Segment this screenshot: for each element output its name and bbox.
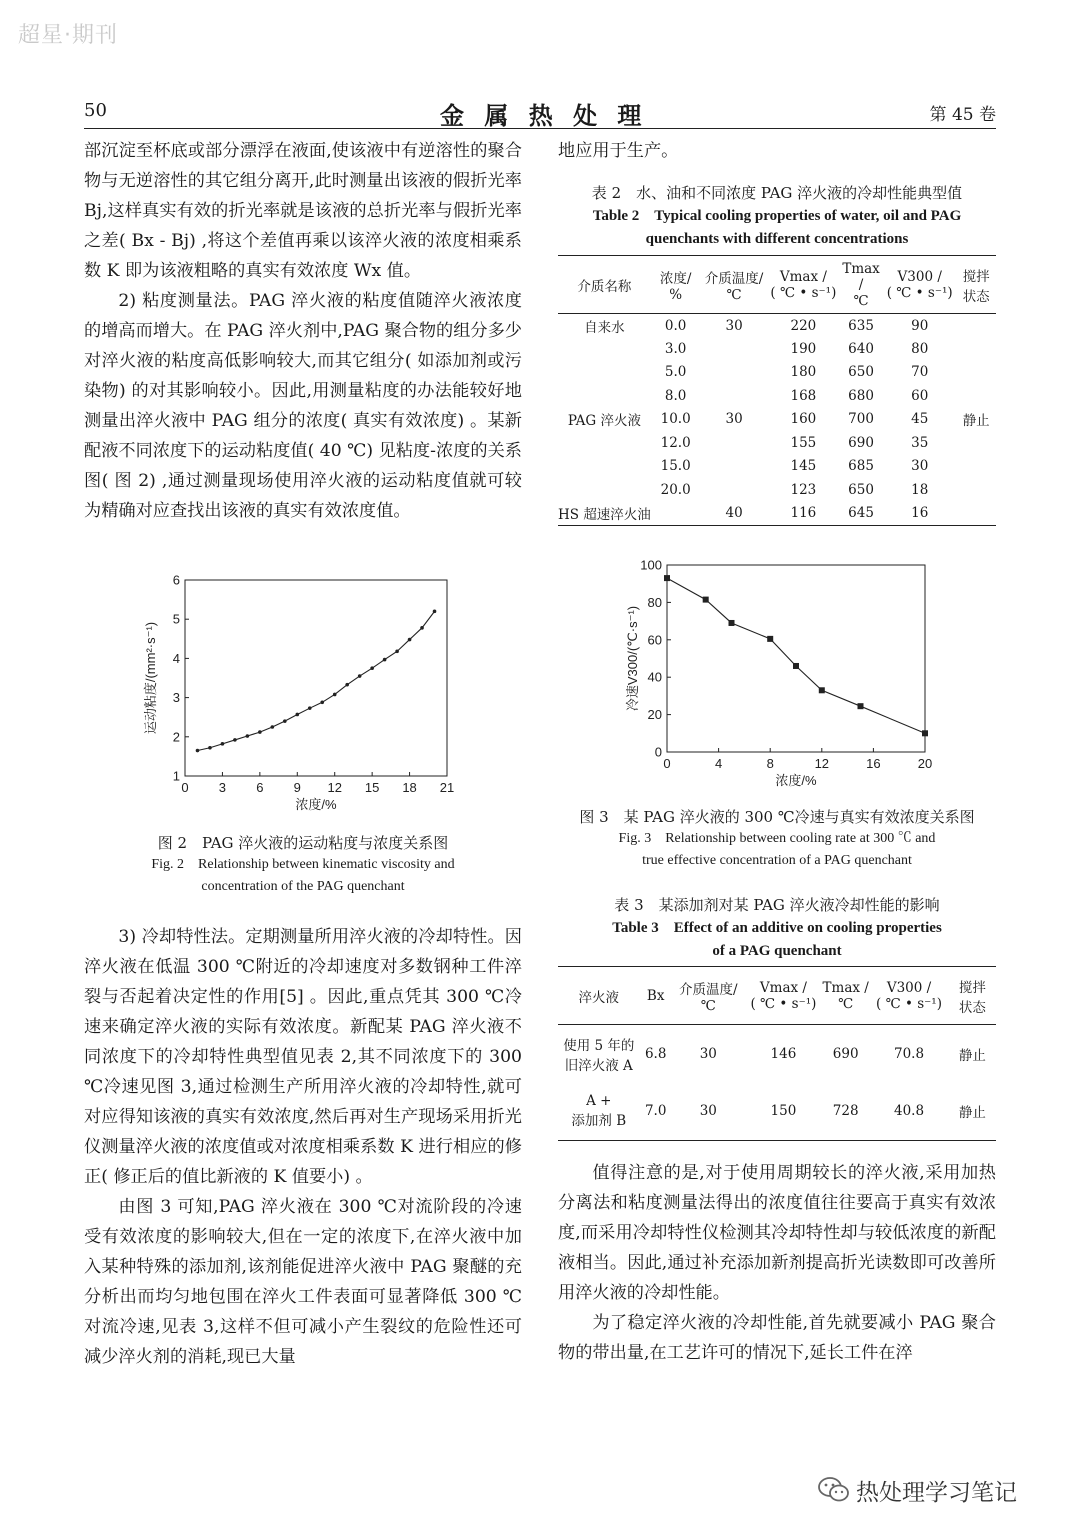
series-line: [197, 611, 434, 750]
data-point: [258, 730, 262, 734]
x-tick-label: 6: [256, 780, 264, 795]
y-tick-label: 5: [172, 611, 180, 627]
fig3-chart: [612, 552, 942, 792]
t3-cell-name: 使用 5 年的 旧淬火液 A: [563, 1037, 635, 1074]
t2-cell-conc: 12.0: [660, 434, 691, 451]
wechat-icon: [818, 1476, 850, 1504]
data-point: [295, 713, 299, 717]
y-tick-label: 80: [647, 594, 662, 610]
x-tick-label: 16: [866, 756, 881, 771]
t2-cell-conc: 15.0: [660, 458, 691, 475]
data-point: [233, 738, 237, 742]
table3-caption-en-1: Table 3 Effect of an additive on cooling properties: [612, 920, 942, 936]
t2-cell-v300: 18: [911, 481, 929, 498]
t2-cell-temp: 30: [725, 317, 743, 334]
y-tick-label: 0: [654, 744, 662, 760]
table2-caption-en-2: quenchants with different concentrations: [645, 231, 909, 247]
t2-cell-v300: 60: [911, 387, 929, 404]
right-column-top: [558, 136, 996, 166]
t2-cell-tmax: 640: [848, 340, 874, 357]
t3-header-state: 搅拌 状态: [958, 979, 986, 1016]
t2-cell-v300: 80: [911, 340, 929, 357]
fig3-caption-en-1: Fig. 3 Relationship between cooling rate at 300 ℃ and: [618, 831, 936, 846]
t3-cell-name: A + 添加剂 B: [571, 1093, 627, 1130]
data-point: [246, 734, 250, 738]
data-point: [729, 620, 735, 626]
t3-cell-tmax: 690: [832, 1045, 859, 1062]
t2-cell-v300: 70: [911, 364, 929, 381]
table3-caption-en-2: of a PAG quenchant: [712, 943, 842, 959]
t3-cell-state: 静止: [958, 1105, 986, 1122]
t2-cell-v300: 16: [911, 505, 929, 521]
data-point: [383, 658, 387, 662]
t2-cell-conc: 3.0: [664, 340, 687, 357]
x-tick-label: 18: [402, 780, 417, 795]
t2-header-v300: V300 / ( ℃ • s⁻¹): [886, 268, 953, 301]
t2-cell-vmax: 116: [790, 505, 817, 521]
t2-cell-conc: 0.0: [664, 317, 687, 334]
fig2-caption-en-2: concentration of the PAG quenchant: [201, 879, 405, 894]
right-paragraph-3: 为了稳定淬火液的冷却性能,首先就要减小 PAG 聚合物的带出量,在工艺许可的情况下,延长工件在淬: [558, 1313, 996, 1363]
t3-header-temp: 介质温度/ ℃: [679, 981, 738, 1014]
t3-cell-v300: 70.8: [893, 1045, 925, 1062]
right-paragraph-2: 值得注意的是,对于使用周期较长的淬火液,采用加热分离法和粘度测量法得出的浓度值往往要高于真实有效浓度,而采用冷却特性仪检测其冷却特性却与较低浓度的新配液相当。因此,通过补充添加新剂提高折光读数即可改善所用淬火液的冷却性能。: [558, 1163, 996, 1303]
t3-cell-vmax: 146: [770, 1045, 797, 1062]
t3-header-v300: V300 / ( ℃ • s⁻¹): [876, 979, 942, 1012]
x-tick-label: 4: [714, 756, 723, 771]
t2-cell-tmax: 650: [848, 481, 874, 498]
x-tick-label: 21: [439, 780, 455, 795]
left-paragraph-4: 由图 3 可知,PAG 淬火液在 300 ℃对流阶段的冷速受有效浓度的影响较大,但在一定的浓度下,在淬火液中加入某种特殊的添加剂,该剂能促进淬火液中 PAG 聚醚的充分析出而均匀地包围在淬火工件表面可显著降低 300 ℃对流冷速,见表 3,这样不但可减小产生裂纹的危险性还可减少淬火剂的消耗,现已大量: [84, 1197, 522, 1367]
fig3-caption-en-2: true effective concentration of a PAG quenchant: [642, 853, 912, 868]
fig2-caption-en-1: Fig. 2 Relationship between kinematic viscosity and: [151, 857, 455, 872]
data-point: [196, 749, 200, 753]
t3-cell-vmax: 150: [770, 1103, 797, 1120]
t2-cell-medium: HS 超速淬火油: [558, 507, 651, 523]
site-watermark: 超星·期刊: [18, 23, 118, 48]
t3-cell-state: 静止: [958, 1047, 986, 1064]
t2-cell-vmax: 160: [790, 411, 817, 428]
t2-header-conc: 浓度/ %: [659, 270, 692, 303]
t2-cell-vmax: 145: [790, 458, 817, 475]
y-tick-label: 6: [172, 572, 180, 588]
t2-cell-conc: 20.0: [660, 481, 691, 498]
right-paragraph-1: 地应用于生产。: [558, 141, 679, 161]
table-row: [558, 502, 996, 526]
t3-cell-v300: 40.8: [893, 1103, 925, 1120]
t2-cell-tmax: 680: [848, 387, 874, 404]
y-tick-label: 40: [647, 669, 662, 685]
t2-cell-conc: [651, 502, 701, 526]
footer-watermark: 热处理学习笔记: [856, 1480, 1017, 1506]
data-point: [370, 666, 374, 670]
data-point: [333, 693, 337, 697]
t2-cell-state: [956, 314, 996, 338]
table2-caption-en-1: Table 2 Typical cooling properties of water, oil and PAG: [592, 208, 962, 224]
t2-header-vmax: Vmax / ( ℃ • s⁻¹): [770, 268, 837, 301]
t3-header-bx: Bx: [646, 987, 665, 1004]
t2-header-medium: 介质名称: [577, 278, 632, 295]
t2-header-temp: 介质温度/ ℃: [704, 270, 764, 303]
x-tick-label: 12: [327, 780, 342, 795]
journal-title: 金 属 热 处 理: [440, 101, 648, 130]
y-tick-label: 3: [172, 690, 180, 706]
y-axis-label: 运动粘度/(mm²·s⁻¹): [143, 621, 158, 735]
t2-cell-tmax: 700: [848, 411, 874, 428]
fig3-caption: [558, 806, 996, 872]
data-point: [420, 626, 424, 630]
data-point: [433, 610, 437, 614]
t3-header-name: 淬火液: [578, 989, 620, 1006]
data-point: [320, 701, 324, 705]
table-row: [558, 1025, 996, 1083]
right-column-lower: [558, 1158, 996, 1368]
data-point: [767, 636, 773, 642]
left-paragraph-3: 3) 冷却特性法。定期测量所用淬火液的冷却特性。因淬火液在低温 300 ℃附近的冷却速度对多数钢种工件淬裂与否起着决定性的作用[5] 。因此,重点凭其 300 ℃冷速来确定淬火液的实际有效浓度。新配某 PAG 淬火液不同浓度下的冷却特性典型值见表 2,其不同浓度下的 300 ℃冷速见图 3,通过检测生产所用淬火液的冷却特性,就可对应得知该液的真实有效浓度,然后再对生产现场采用折光仪测量淬火液的浓度值或对浓度相乘系数 K 进行相应的修正( 修正后的值比新液的 K 值要小) 。: [84, 927, 522, 1187]
data-point: [858, 703, 864, 709]
t2-cell-vmax: 123: [790, 481, 817, 498]
t3-cell-temp: 30: [699, 1045, 717, 1062]
t2-cell-temp: 30: [725, 411, 743, 428]
y-tick-label: 60: [647, 632, 662, 648]
left-column: [84, 136, 522, 526]
t2-cell-tmax: 650: [848, 364, 874, 381]
table3: [558, 966, 996, 1141]
table2-caption-cn: 表 2 水、油和不同浓度 PAG 淬火液的冷却性能典型值: [591, 184, 963, 202]
t2-cell-vmax: 180: [790, 364, 817, 381]
y-tick-label: 100: [640, 557, 662, 573]
t2-cell-conc: 5.0: [664, 364, 687, 381]
data-point: [408, 638, 412, 642]
t2-header-state: 搅拌 状态: [962, 268, 990, 305]
plot-frame: [667, 565, 925, 752]
y-tick-label: 20: [647, 707, 662, 723]
t2-cell-tmax: 690: [848, 434, 874, 451]
table2: [558, 255, 996, 526]
table2-caption: [558, 182, 996, 251]
x-tick-label: 12: [814, 756, 830, 771]
data-point: [283, 719, 287, 723]
t3-cell-bx: 6.8: [644, 1045, 667, 1062]
data-point: [271, 725, 275, 729]
t3-header-tmax: Tmax / ℃: [822, 979, 869, 1012]
left-paragraph-1: 部沉淀至杯底或部分漂浮在液面,使该液中有逆溶性的聚合物与无逆溶性的其它组分离开,此时测量出该液的假折光率 Bj,这样真实有效的折光率就是该液的总折光率与假折光率之差( Bx - Bj) ,将这个差值再乘以该淬火液的浓度相乘系数 K 即为该液粗略的真实有效浓度 Wx 值。: [84, 141, 522, 281]
header-rule: [84, 128, 996, 129]
t2-cell-tmax: 685: [848, 458, 874, 475]
data-point: [664, 575, 670, 581]
t2-cell-state: [956, 502, 996, 526]
t2-cell-tmax: 635: [848, 317, 874, 334]
t2-cell-conc: 8.0: [664, 387, 687, 404]
t2-cell-v300: 45: [911, 411, 929, 428]
t2-header-tmax: Tmax / ℃: [842, 260, 880, 309]
x-tick-label: 0: [663, 756, 671, 771]
table3-caption: [558, 894, 996, 963]
fig3-plot-area: [625, 558, 932, 789]
fig2-caption-cn: 图 2 PAG 淬火液的运动粘度与浓度关系图: [157, 834, 449, 852]
data-point: [358, 674, 362, 678]
t2-cell-temp: 40: [725, 505, 743, 521]
t2-cell-medium: PAG 淬火液: [567, 413, 641, 430]
volume-label: 第 45 卷: [929, 105, 996, 125]
table-row: [558, 1083, 996, 1141]
x-tick-label: 3: [218, 780, 227, 795]
t3-cell-bx: 7.0: [644, 1103, 667, 1120]
left-paragraph-2: 2) 粘度测量法。PAG 淬火液的粘度值随淬火液浓度的增高而增大。在 PAG 淬火剂中,PAG 聚合物的组分多少对淬火液的粘度高低影响较大,而其它组分( 如添加剂或污染物) 的对其影响较小。因此,用测量粘度的办法能较好地测量出淬火液中 PAG 组分的浓度( 真实有效浓度) 。某新配液不同浓度下的运动粘度值( 40 ℃) 见粘度-浓度的关系图( 图 2) ,通过测量现场使用淬火液的运动粘度值就可较为精确对应查找出该液的真实有效浓度值。: [84, 291, 522, 521]
t2-cell-conc: 10.0: [660, 411, 691, 428]
plot-frame: [185, 580, 447, 776]
x-axis-label: 浓度/%: [295, 797, 337, 812]
data-point: [703, 597, 709, 603]
table3-caption-cn: 表 3 某添加剂对某 PAG 淬火液冷却性能的影响: [614, 896, 940, 914]
t2-cell-vmax: 168: [790, 387, 817, 404]
x-axis-label: 浓度/%: [775, 773, 817, 788]
t2-cell-vmax: 190: [790, 340, 817, 357]
data-point: [819, 687, 825, 693]
data-point: [221, 742, 225, 746]
t2-cell-v300: 90: [911, 317, 929, 334]
fig2-plot-area: [143, 573, 454, 813]
data-point: [308, 706, 312, 710]
y-tick-label: 1: [172, 768, 180, 784]
x-tick-label: 20: [917, 756, 933, 771]
data-point: [922, 730, 928, 736]
y-tick-label: 2: [172, 729, 180, 745]
page-number: 50: [84, 100, 107, 121]
t2-cell-v300: 35: [911, 434, 929, 451]
t2-cell-vmax: 155: [790, 434, 817, 451]
t2-cell-medium: 自来水: [584, 319, 625, 336]
t3-header-vmax: Vmax / ( ℃ • s⁻¹): [750, 979, 817, 1012]
t2-cell-tmax: 645: [848, 505, 874, 521]
y-axis-label: 冷速V300/(℃·s⁻¹): [625, 605, 640, 712]
left-column-lower: [84, 922, 522, 1372]
t2-cell-state: 静止: [962, 413, 990, 430]
table-row: [558, 337, 996, 361]
t3-cell-tmax: 728: [832, 1103, 859, 1120]
fig2-chart: [140, 570, 470, 820]
x-tick-label: 0: [181, 780, 189, 795]
data-point: [395, 650, 399, 654]
data-point: [793, 663, 799, 669]
data-point: [345, 683, 349, 687]
x-tick-label: 9: [293, 780, 301, 795]
x-tick-label: 15: [364, 780, 380, 795]
table-row: [558, 314, 996, 338]
t2-cell-v300: 30: [911, 458, 929, 475]
x-tick-label: 8: [766, 756, 774, 771]
fig2-caption: [84, 832, 522, 898]
data-point: [208, 746, 212, 750]
t2-cell-vmax: 220: [790, 317, 817, 334]
t3-cell-temp: 30: [699, 1103, 717, 1120]
fig3-caption-cn: 图 3 某 PAG 淬火液的 300 ℃冷速与真实有效浓度关系图: [579, 808, 975, 826]
y-tick-label: 4: [172, 650, 180, 666]
